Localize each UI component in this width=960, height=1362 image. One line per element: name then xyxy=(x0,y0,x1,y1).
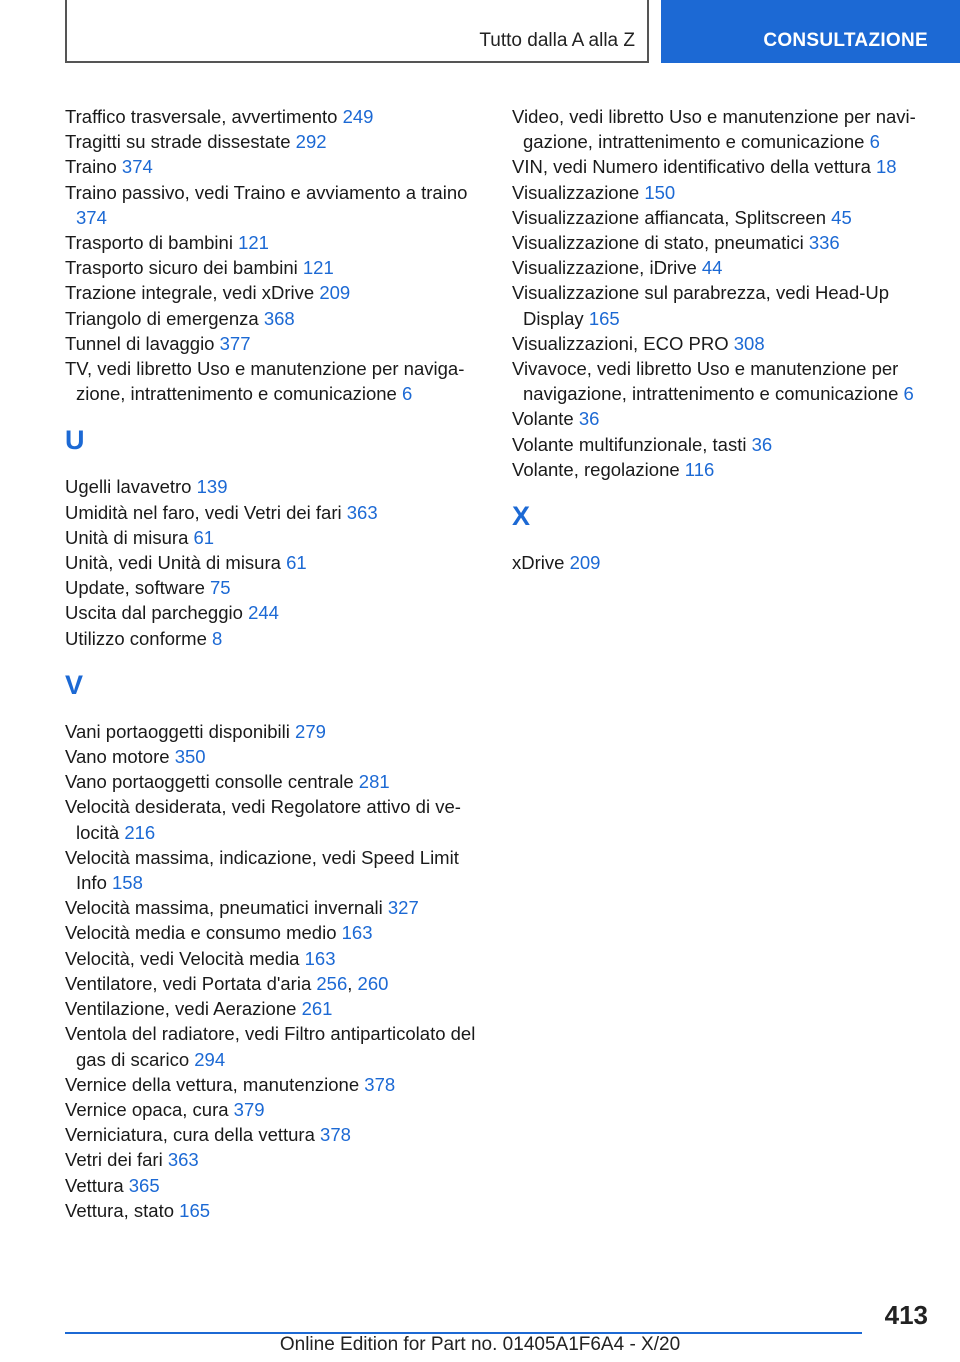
page-reference-link[interactable]: 6 xyxy=(903,383,914,405)
index-entry-text: Vani portaoggetti disponibili xyxy=(65,720,296,742)
index-entry xyxy=(65,230,485,255)
index-letter-heading: X xyxy=(512,501,531,532)
index-entry-text: Velocità massima, indicazione, vedi Speed Limit Info xyxy=(65,846,459,894)
index-entry-text: Vano portaoggetti consolle centrale xyxy=(65,771,359,793)
index-entry xyxy=(65,1173,485,1198)
index-entry-text: Ugelli lavavetro xyxy=(65,476,197,498)
page-reference-link[interactable]: 150 xyxy=(644,181,676,203)
index-entry xyxy=(65,280,485,305)
index-entry-text: Traino passivo, vedi Traino e avviamento a traino xyxy=(65,181,468,203)
index-entry-text: Video, vedi libretto Uso e manutenzione per navigazione, intrattenimento e comunicazione xyxy=(512,106,916,153)
page-reference-link[interactable]: 378 xyxy=(320,1124,351,1146)
index-entry xyxy=(65,1072,485,1097)
page-reference-link[interactable]: 261 xyxy=(301,998,333,1020)
index-entry-text: Volante multifunzionale, tasti xyxy=(512,433,752,455)
index-entry-text: Visualizzazione di stato, pneumatici xyxy=(512,232,809,254)
index-entry xyxy=(65,1147,485,1172)
page-reference-link[interactable]: 308 xyxy=(733,332,765,354)
page-reference-link[interactable]: 292 xyxy=(295,131,327,153)
page-reference-link[interactable]: 165 xyxy=(588,307,620,329)
index-entry xyxy=(65,971,485,996)
index-entry-text: Traffico trasversale, avvertimento xyxy=(65,106,343,127)
index-entry xyxy=(65,794,485,844)
index-entry xyxy=(65,1097,485,1122)
index-entry-text: TV, vedi libretto Uso e manutenzione per navigazione, intrattenimento e comunicazione xyxy=(65,358,465,405)
page-reference-link[interactable]: 256 xyxy=(316,972,348,994)
page-reference-link[interactable]: 6 xyxy=(402,383,413,405)
index-entry-text: Triangolo di emergenza xyxy=(65,307,264,329)
index-entry xyxy=(65,895,485,920)
index-entry xyxy=(65,1021,485,1071)
index-entry xyxy=(512,230,932,255)
page-reference-link[interactable]: 249 xyxy=(342,106,374,127)
page-reference-link[interactable]: 121 xyxy=(302,257,334,279)
page-reference-link[interactable]: 216 xyxy=(124,821,156,843)
index-entry xyxy=(512,255,932,280)
page-reference-link[interactable]: 116 xyxy=(684,458,715,480)
page-reference-link[interactable]: 365 xyxy=(128,1174,160,1196)
index-entry-text: Unità di misura xyxy=(65,526,194,548)
page-reference-link[interactable]: 377 xyxy=(219,332,251,354)
page-reference-link[interactable]: 44 xyxy=(701,257,723,279)
index-entry xyxy=(65,255,485,280)
index-letter-heading: U xyxy=(65,425,85,456)
footer-edition-text: Online Edition for Part no. 01405A1F6A4 - X/20 xyxy=(279,1334,681,1355)
page-reference-link[interactable]: 363 xyxy=(167,1149,199,1171)
index-entry-text: Velocità media e consumo medio xyxy=(65,922,342,944)
header-chapter-title: CONSULTAZIONE xyxy=(763,30,928,51)
page-reference-link[interactable]: 350 xyxy=(174,746,206,768)
index-entry-text: Vettura xyxy=(65,1174,129,1196)
page-reference-link[interactable]: 165 xyxy=(179,1199,211,1221)
page-reference-link[interactable]: 209 xyxy=(319,282,351,304)
index-entry-text: xDrive xyxy=(512,552,570,574)
index-entry-text: Trasporto di bambini xyxy=(65,232,239,254)
index-entry-text: Tragitti su strade dissestate xyxy=(65,131,296,153)
page-reference-link[interactable]: 8 xyxy=(212,627,223,649)
index-entry-text: Visualizzazione affiancata, Splitscreen xyxy=(512,206,832,228)
index-entry xyxy=(65,719,485,744)
index-entry-text: Visualizzazione, iDrive xyxy=(512,257,702,279)
index-entry-text: Volante xyxy=(512,408,579,430)
index-column-right xyxy=(512,104,932,575)
index-entry-text: Ventola del radiatore, vedi Filtro antiparticolato del gas di scarico xyxy=(65,1023,476,1070)
page-reference-link[interactable]: 45 xyxy=(831,206,852,228)
index-entry xyxy=(65,331,485,356)
page-reference-link[interactable]: 294 xyxy=(194,1048,226,1070)
page-reference-link[interactable]: 75 xyxy=(210,577,231,599)
index-entry-text: Unità, vedi Unità di misura xyxy=(65,552,287,574)
index-entry-text: Traino xyxy=(65,156,122,178)
index-entry xyxy=(65,600,485,625)
page-separator: , xyxy=(347,972,358,994)
index-entry-text: Trazione integrale, vedi xDrive xyxy=(65,282,320,304)
index-entry xyxy=(65,1198,485,1223)
index-entry xyxy=(65,769,485,794)
page-reference-link[interactable]: 209 xyxy=(569,552,601,574)
index-entry-text: Ventilatore, vedi Portata d'aria xyxy=(65,972,317,994)
page-reference-link[interactable]: 368 xyxy=(263,307,295,329)
header-section-tab xyxy=(65,0,649,63)
index-entry xyxy=(65,525,485,550)
page-reference-link[interactable]: 163 xyxy=(304,947,336,969)
index-entry-text: Vernice della vettura, manutenzione xyxy=(65,1073,365,1095)
index-entry xyxy=(512,457,932,482)
header-chapter-tab xyxy=(661,0,960,63)
index-entry-text: Trasporto sicuro dei bambini xyxy=(65,257,303,279)
index-entry xyxy=(512,180,932,205)
index-letter-heading: V xyxy=(65,669,84,700)
index-entry xyxy=(65,104,485,129)
index-entry xyxy=(512,406,932,431)
page-reference-link[interactable]: 18 xyxy=(876,156,897,178)
index-entry xyxy=(65,154,485,179)
page-reference-link[interactable]: 279 xyxy=(295,720,326,742)
page-reference-link[interactable]: 244 xyxy=(248,602,279,624)
index-entry-text: Visualizzazioni, ECO PRO xyxy=(512,332,734,354)
index-entry xyxy=(512,280,932,330)
index-entry-text: Update, software xyxy=(65,577,210,599)
index-entry xyxy=(65,180,485,230)
index-entry-text: Vano motore xyxy=(65,746,175,768)
index-entry-text: Vivavoce, vedi libretto Uso e manutenzione per navigazione, intrattenimento e comunicazione xyxy=(512,358,904,405)
index-entry-text: Velocità, vedi Velocità media xyxy=(65,947,305,969)
index-entry-text: Volante, regolazione xyxy=(512,458,685,480)
index-entry-text: Visualizzazione xyxy=(512,181,645,203)
index-entry-text: Vernice opaca, cura xyxy=(65,1098,234,1120)
page-reference-link[interactable]: 336 xyxy=(808,232,840,254)
index-entry xyxy=(512,550,932,575)
page-reference-link[interactable]: 327 xyxy=(387,897,419,919)
page-reference-link[interactable]: 379 xyxy=(233,1098,265,1120)
page-reference-link[interactable]: 374 xyxy=(121,156,153,178)
page-reference-link[interactable]: 363 xyxy=(346,501,378,523)
page-reference-link[interactable]: 158 xyxy=(112,872,143,894)
index-entry xyxy=(65,626,485,651)
index-entry-text: Visualizzazione sul parabrezza, vedi Head-Up Display xyxy=(512,282,890,329)
index-entry xyxy=(65,996,485,1021)
index-entry xyxy=(65,845,485,895)
index-entry xyxy=(65,920,485,945)
index-entry xyxy=(512,205,932,230)
index-entry xyxy=(65,500,485,525)
page-reference-link[interactable]: 36 xyxy=(751,433,773,455)
page-reference-link[interactable]: 6 xyxy=(869,131,880,153)
page-reference-link[interactable]: 61 xyxy=(193,526,215,548)
page-reference-link[interactable]: 139 xyxy=(196,476,228,498)
index-entry xyxy=(65,474,485,499)
page-reference-link[interactable]: 281 xyxy=(358,771,390,793)
index-entry xyxy=(512,154,932,179)
index-entry xyxy=(512,104,932,154)
page-reference-link[interactable]: 36 xyxy=(578,408,600,430)
page-reference-link[interactable]: 260 xyxy=(357,972,389,994)
index-entry xyxy=(512,356,932,406)
page-reference-link[interactable]: 121 xyxy=(238,232,269,254)
page-reference-link[interactable]: 163 xyxy=(341,922,373,944)
index-entry xyxy=(65,356,485,406)
index-entry xyxy=(65,575,485,600)
index-entry xyxy=(65,306,485,331)
page-reference-link[interactable]: 378 xyxy=(364,1073,396,1095)
index-entry-text: Vetri dei fari xyxy=(65,1149,168,1171)
index-entry-text: Tunnel di lavaggio xyxy=(65,332,220,354)
index-entry-text: Velocità massima, pneumatici invernali xyxy=(65,897,388,919)
index-entry-text: Ventilazione, vedi Aerazione xyxy=(65,998,302,1020)
index-entry-text: Utilizzo conforme xyxy=(65,627,213,649)
index-entry-text: Velocità desiderata, vedi Regolatore attivo di velocità xyxy=(65,796,461,843)
index-column-left xyxy=(65,104,485,1223)
index-entry xyxy=(65,550,485,575)
index-entry-text: Verniciatura, cura della vettura xyxy=(65,1124,321,1146)
index-entry-text: Umidità nel faro, vedi Vetri dei fari xyxy=(65,501,347,523)
index-entry xyxy=(65,1122,485,1147)
page-reference-link[interactable]: 374 xyxy=(76,206,107,228)
page-reference-link[interactable]: 61 xyxy=(286,552,307,574)
index-entry-text: VIN, vedi Numero identificativo della vettura xyxy=(512,156,877,178)
index-entry-text: Vettura, stato xyxy=(65,1199,180,1221)
index-entry xyxy=(65,946,485,971)
header-section-title: Tutto dalla A alla Z xyxy=(479,30,635,51)
index-entry xyxy=(512,331,932,356)
index-entry-text: Uscita dal parcheggio xyxy=(65,602,249,624)
index-entry xyxy=(512,432,932,457)
index-entry xyxy=(65,744,485,769)
page-number: 413 xyxy=(884,1300,928,1330)
index-entry xyxy=(65,129,485,154)
